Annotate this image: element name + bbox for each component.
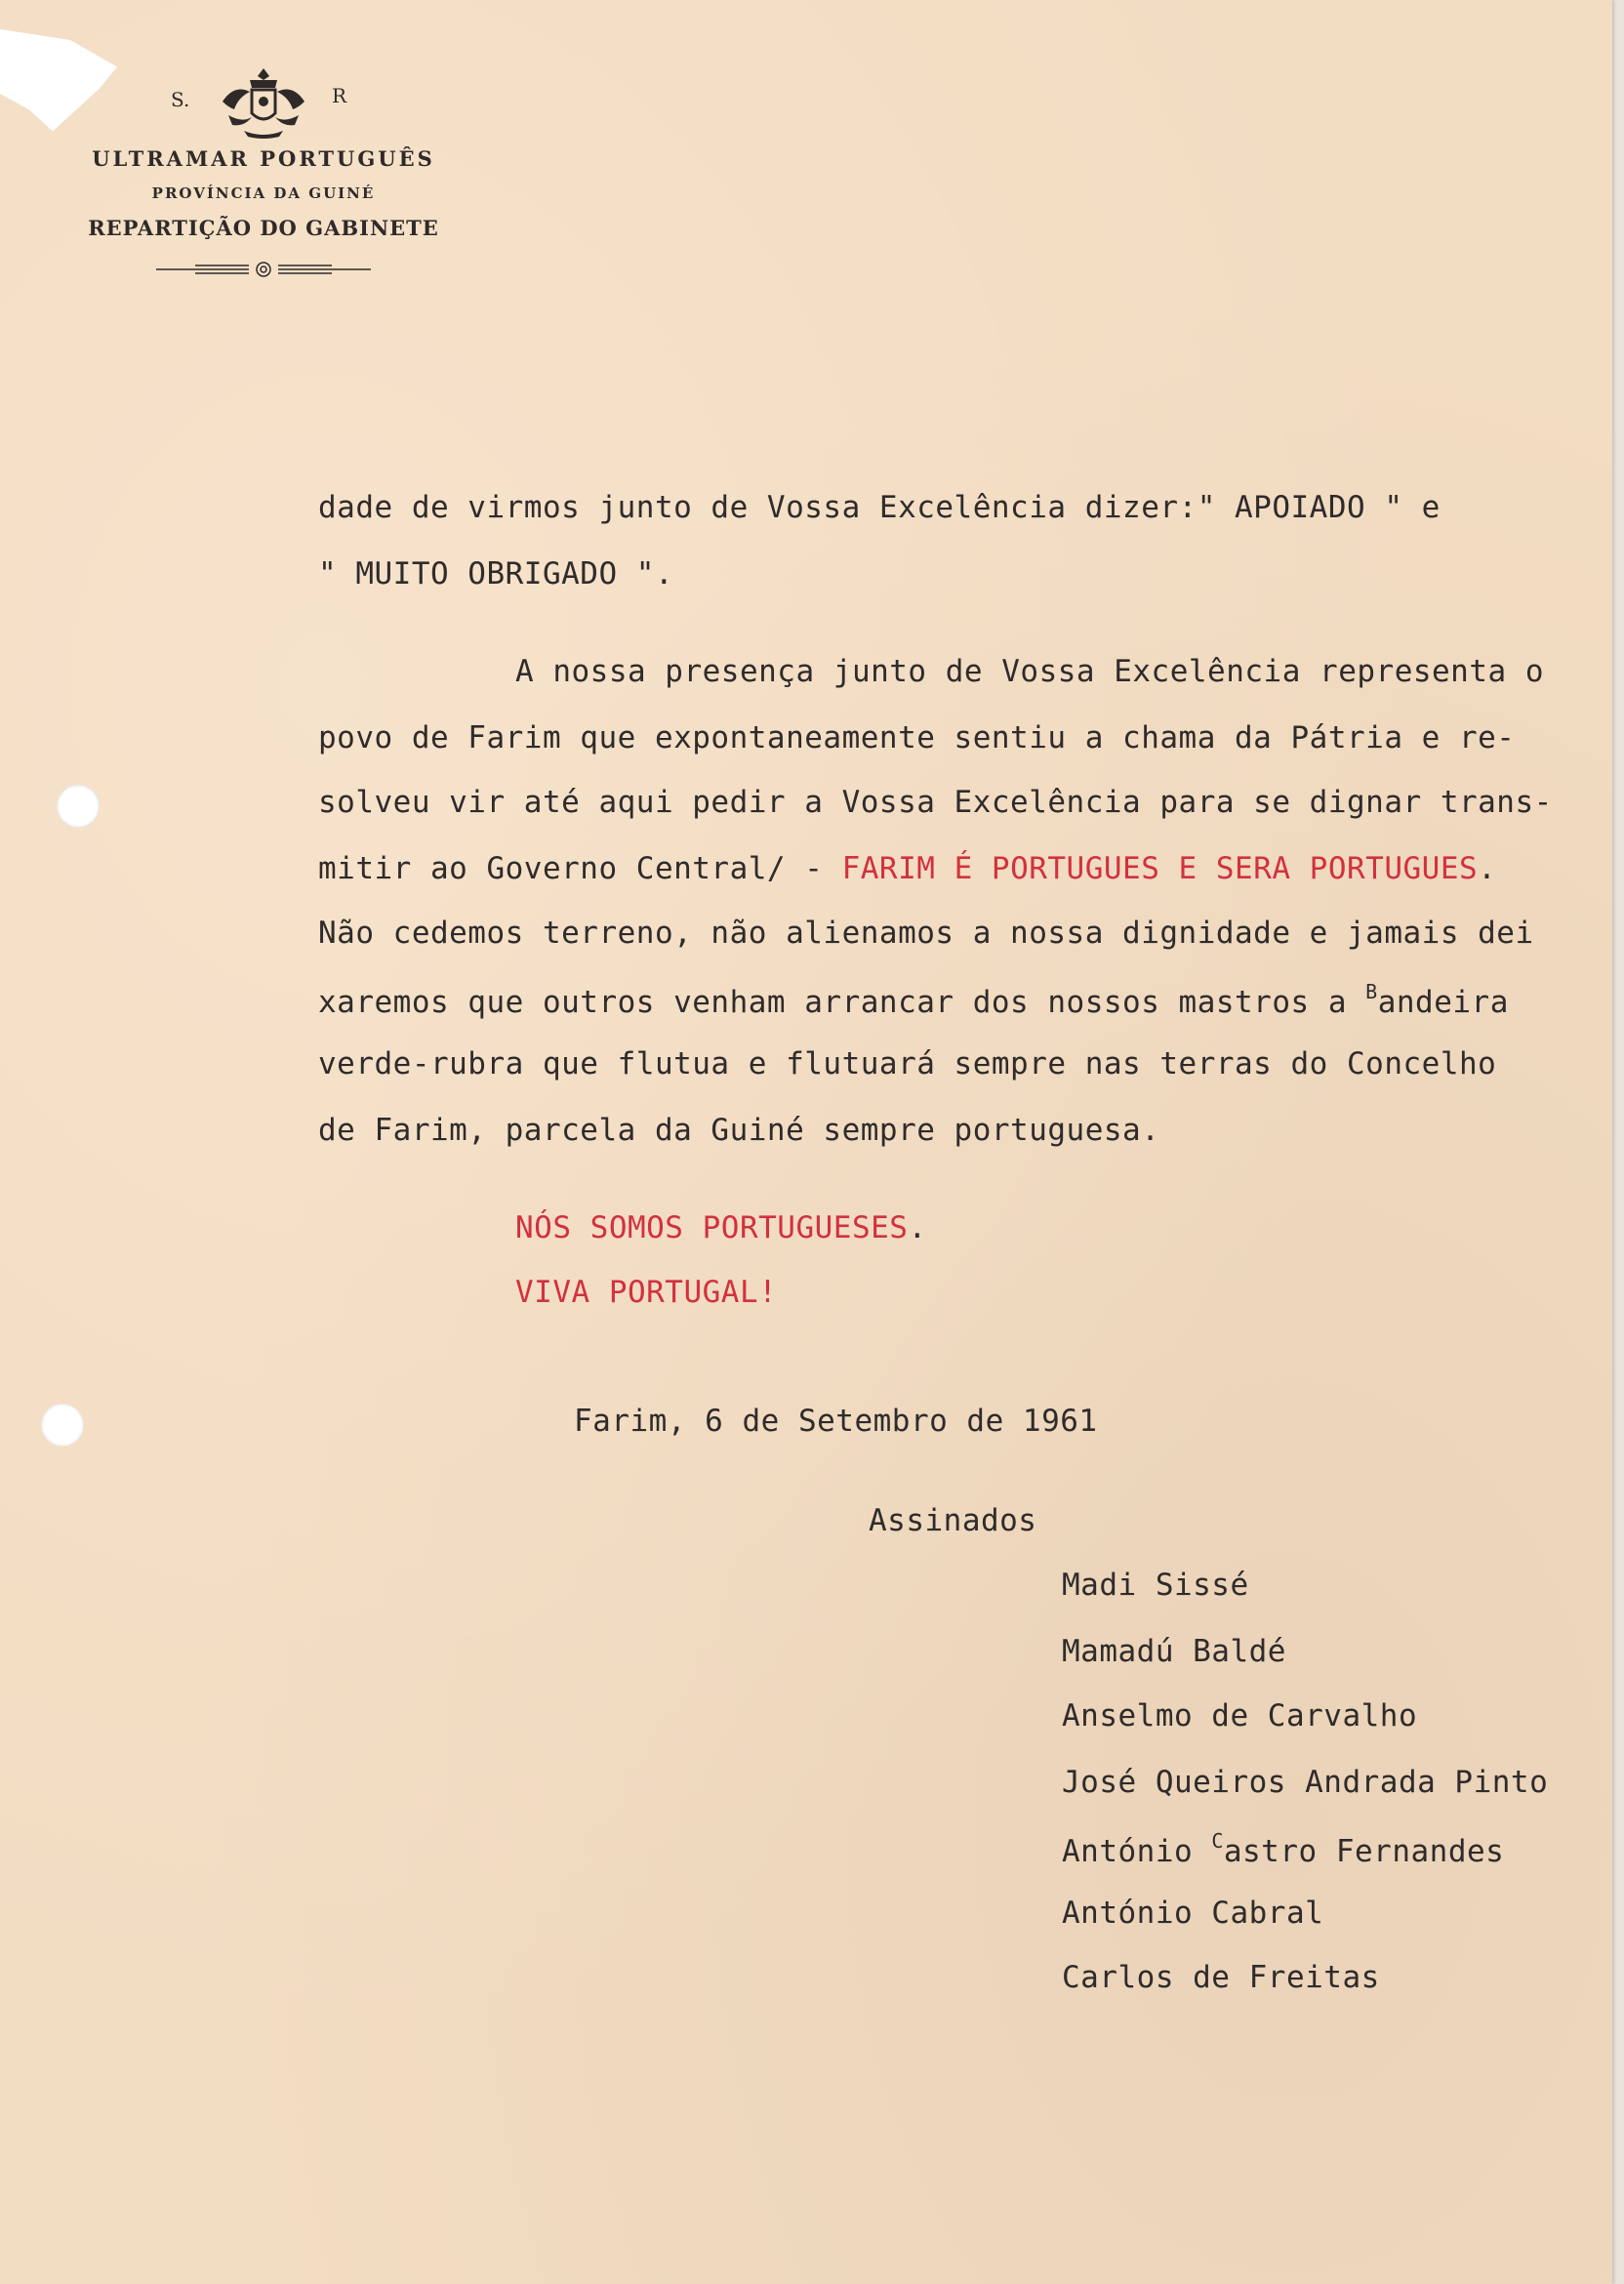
punch-hole [57,785,100,828]
ornament-divider-icon [156,260,371,279]
body-line-5: solveu vir até aqui pedir a Vossa Excelência para se dignar trans- [318,785,1553,820]
punch-hole [41,1404,84,1447]
red-slogan: FARIM É PORTUGUES E SERA PORTUGUES [841,851,1479,886]
body-line-7: Não cedemos terreno, não alienamos a nossa dignidade e jamais dei [318,916,1534,951]
body-line-3: A nossa presença junto de Vossa Excelência representa o [515,654,1544,689]
letterhead [68,59,459,283]
body-line-8-end: andeira [1377,985,1509,1020]
signatory-name: António Cabral [1062,1896,1324,1931]
signatory-5-superscript: C [1211,1829,1224,1853]
signatory-name: Mamadú Baldé [1062,1634,1286,1669]
signatory-name [1062,1829,1504,1869]
body-line-6 [318,851,1496,886]
slogan-line-1-text: NÓS SOMOS PORTUGUESES [515,1210,909,1245]
signatory-name: José Queiros Andrada Pinto [1062,1765,1549,1800]
body-line-8 [318,980,1509,1020]
slogan-line-1-end: . [908,1210,927,1245]
signatory-name: Carlos de Freitas [1062,1960,1380,1995]
body-line-8-start: xaremos que outros venham arrancar dos nossos mastros a [318,985,1366,1020]
signatory-5-end: astro Fernandes [1223,1834,1505,1869]
body-line-1: dade de virmos junto de Vossa Excelência dizer:" APOIADO " e [318,490,1441,525]
body-line-4: povo de Farim que expontaneamente sentiu a chama da Pátria e re- [318,720,1516,755]
slogan-line-2: VIVA PORTUGAL! [515,1275,778,1310]
signatory-name: Anselmo de Carvalho [1062,1698,1418,1733]
body-line-9: verde-rubra que flutua e flutuará sempre nas terras do Concelho [318,1046,1497,1081]
slogan-line-1 [515,1210,927,1245]
crest-row [68,59,459,146]
signatory-5-start: António [1062,1834,1212,1869]
signed-label: Assinados [869,1503,1037,1538]
letterhead-right-letter: R [332,84,347,107]
body-line-10: de Farim, parcela da Guiné sempre portuguesa. [318,1113,1160,1148]
body-line-6-start: mitir ao Governo Central/ - [318,851,842,886]
letterhead-line-1: ULTRAMAR PORTUGUÊS [92,146,435,171]
body-line-2: " MUITO OBRIGADO ". [318,556,674,591]
letterhead-line-2: PROVÍNCIA DA GUINÉ [151,184,376,202]
body-line-8-superscript: B [1365,980,1378,1003]
signatory-name: Madi Sissé [1062,1568,1249,1603]
letterhead-left-letter: S. [171,88,190,111]
place-date: Farim, 6 de Setembro de 1961 [574,1404,1098,1439]
letterhead-line-3: REPARTIÇÃO DO GABINETE [88,216,439,240]
body-line-6-end: . [1478,851,1497,886]
coat-of-arms-icon [215,62,312,141]
